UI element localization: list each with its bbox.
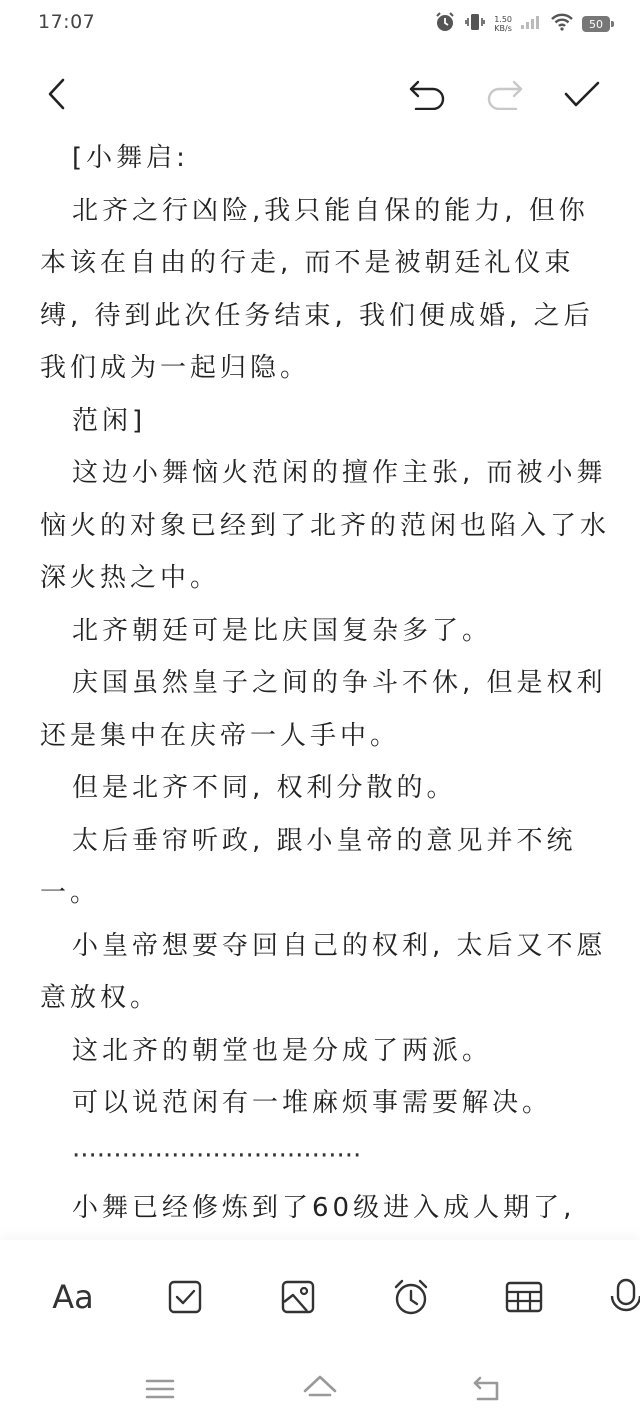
status-icons	[434, 12, 610, 36]
note-paragraph: 太后垂帘听政, 跟小皇帝的意见并不统一。	[40, 825, 577, 908]
checklist-button[interactable]	[160, 1272, 210, 1322]
alarm-icon	[434, 11, 456, 37]
note-paragraph: [小舞启:	[72, 143, 189, 173]
done-button[interactable]	[558, 70, 606, 118]
back-button[interactable]	[33, 70, 81, 118]
separator-line: ···································	[72, 1140, 362, 1171]
checkbox-icon	[168, 1280, 202, 1314]
microphone-icon	[608, 1278, 640, 1316]
note-paragraph: 北齐之行凶险,我只能自保的能力, 但你本该在自由的行走, 而不是被朝廷礼仪束缚, 待到此次任务结束, 我们便成婚, 之后我们成为一起归隐。	[40, 195, 594, 383]
note-content[interactable]	[40, 132, 612, 1238]
recent-apps-button[interactable]	[136, 1369, 184, 1409]
status-bar	[0, 0, 640, 48]
text-style-button[interactable]	[48, 1272, 98, 1322]
voice-input-button[interactable]	[608, 1272, 640, 1322]
network-speed-unit: KB/s	[494, 24, 512, 33]
note-paragraph: 这边小舞恼火范闲的擅作主张, 而被小舞恼火的对象已经到了北齐的范闲也陷入了水深火热之中。	[40, 458, 611, 593]
table-icon	[505, 1281, 543, 1313]
note-paragraph: 小舞已经修炼到了60级进入成人期了,	[72, 1193, 576, 1223]
note-paragraph: 这北齐的朝堂也是分成了两派。	[72, 1035, 493, 1066]
format-bar	[0, 1240, 640, 1350]
redo-button[interactable]	[480, 70, 528, 118]
battery-icon: 50	[582, 16, 610, 32]
note-paragraph: 庆国虽然皇子之间的争斗不休, 但是权利还是集中在庆帝一人手中。	[40, 668, 607, 751]
undo-icon	[408, 78, 448, 110]
note-paragraph: 但是北齐不同, 权利分散的。	[72, 773, 457, 803]
checkmark-icon	[563, 79, 601, 109]
back-arrow-icon	[472, 1375, 504, 1403]
network-speed-value: 1.50	[494, 15, 512, 24]
system-navigation-bar	[0, 1355, 640, 1427]
signal-icon	[520, 14, 542, 34]
image-button[interactable]	[273, 1272, 323, 1322]
home-icon	[302, 1374, 338, 1404]
network-speed	[494, 15, 512, 33]
table-button[interactable]	[499, 1272, 549, 1322]
image-icon	[281, 1280, 315, 1314]
chevron-left-icon	[43, 77, 71, 111]
alarm-clock-icon	[392, 1278, 430, 1316]
note-paragraph: 北齐朝廷可是比庆国复杂多了。	[72, 615, 493, 646]
note-paragraph: 小皇帝想要夺回自己的权利, 太后又不愿意放权。	[40, 930, 607, 1013]
note-paragraph: 范闲]	[72, 405, 147, 436]
note-paragraph: 可以说范闲有一堆麻烦事需要解决。	[72, 1088, 553, 1118]
reminder-button[interactable]	[386, 1272, 436, 1322]
status-time: 17:07	[38, 11, 96, 33]
home-button[interactable]	[296, 1369, 344, 1409]
menu-icon	[145, 1378, 175, 1400]
undo-button[interactable]	[404, 70, 452, 118]
wifi-icon	[550, 13, 574, 35]
redo-icon	[484, 78, 524, 110]
vibrate-icon	[464, 11, 486, 37]
editor-toolbar	[0, 62, 640, 124]
text-style-label: Aa	[52, 1278, 94, 1316]
system-back-button[interactable]	[464, 1369, 512, 1409]
